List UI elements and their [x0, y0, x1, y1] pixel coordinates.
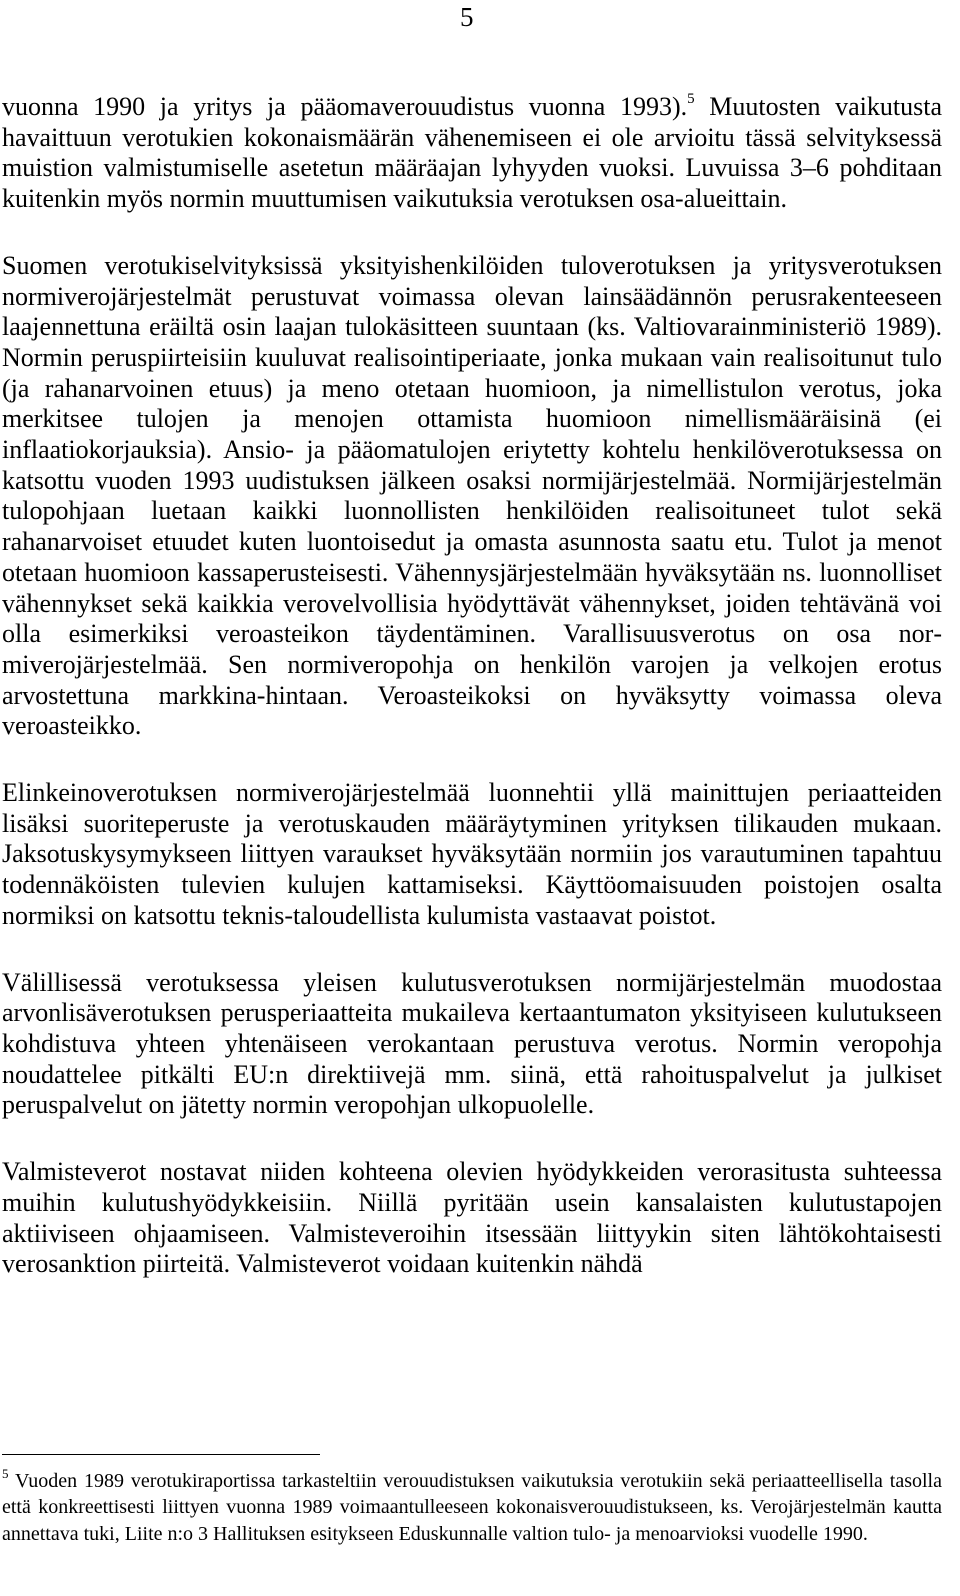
paragraph-1	[2, 92, 942, 215]
page-number: 5	[460, 2, 474, 32]
paragraph-3: Elinkeinoverotuksen normiverojärjestelmää luonnehtii yllä mainittujen periaatteiden lisäksi suoriteperuste ja verotuskauden määräytyminen yrityksen tilikauden mukaan. Jaksotuskysymykseen liittyen varaukset hyväksytään normiin jos varautuminen tapahtuu todennäköisten tulevien kulujen kattamiseksi. Käyttöomaisuuden poistojen osalta normiksi on katsottu teknis-taloudellista kulumista vastaavat poistot.	[2, 778, 942, 930]
footnote	[2, 1468, 942, 1547]
paragraph-2: Suomen verotukiselvityksissä yksityishenkilöiden tuloverotuksen ja yritysverotuksen normiverojärjestelmät perustuvat voimassa olevan lainsäädännön perusrakenteeseen laajennettuna eräiltä osin laajan tulokäsitteen suuntaan (ks. Valtiovarainministeriö 1989). Normin peruspiirteisiin kuuluvat realisointiperiaate, jonka mukaan vain realisoitunut tulo (ja rahanarvoinen etuus) ja meno otetaan huomioon, ja nimellistulon verotus, joka merkitsee tulojen ja menojen ottamista huomioon nimellismääräisinä (ei inflaatiokorjauksia). Ansio- ja pääomatulojen eriytetty kohtelu henkilöverotuksessa on katsottu vuoden 1993 uudistuksen jälkeen osaksi normijärjestelmää. Normijärjestelmän tulopohjaan luetaan kaikki luonnollisten henkilöiden realisoituneet tulot sekä rahanarvoiset etuudet kuten luontoisedut ja omasta asunnosta saatu etu. Tulot ja menot otetaan huomioon kassaperusteisesti. Vähennysjärjestelmään hyväksytään ns. luonnolliset vähennykset sekä kaikkia verovelvollisia hyödyttävät vähennykset, joiden tehtävänä voi olla esimerkiksi veroasteikon täydentäminen. Varallisuusverotus on osa normiverojärjestelmää. Sen normiveropohja on henkilön varojen ja velkojen erotus arvostettuna markkina-hintaan. Veroasteikoksi on hyväksytty voimassa oleva veroasteikko.	[2, 250, 942, 741]
footnote-mark: 5	[2, 1466, 9, 1481]
footnote-text: Vuoden 1989 verotukiraportissa tarkasteltiin verouudistuksen vaikutuksia verotukiin sekä periaatteellisella tasolla että konkreettisesti liittyen vuonna 1989 voimaantulleeseen kokonaisverouudistukseen, ks. Verojärjestelmän kautta annettava tuki, Liite n:o 3 Hallituksen esitykseen Eduskunnalle valtion tulo- ja menoarvioksi vuodelle 1990.	[2, 1470, 942, 1545]
paragraph-1-text-end: Muutosten vaikutusta havaittuun verotukien kokonaismäärän vähenemiseen ei ole arvioitu tässä selvityksessä muistion valmistumiselle asetetun määräajan lyhyyden vuoksi. Luvuissa 3–6 pohditaan kuitenkin myös normin muuttumisen vaikutuksia verotuksen osa-alueittain.	[2, 92, 942, 214]
body-text	[2, 92, 942, 1280]
footnote-reference[interactable]: 5	[687, 91, 695, 107]
paragraph-5: Valmisteverot nostavat niiden kohteena olevien hyödykkeiden verorasitusta suhteessa muihin kulutushyödykkeisiin. Niillä pyritään usein kansalaisten kulutustapojen aktiiviseen ohjaamiseen. Valmisteveroihin itsessään liittyykin siten lähtökohtaisesti verosanktion piirteitä. Valmisteverot voidaan kuitenkin nähdä	[2, 1157, 942, 1279]
paragraph-1-text-start: vuonna 1990 ja yritys ja pääomaverouudistus vuonna 1993).	[2, 92, 688, 121]
paragraph-4: Välillisessä verotuksessa yleisen kulutusverotuksen normijärjestelmän muodostaa arvonlisäverotuksen perusperiaatteita mukaileva kertaantumaton yksityiseen kulutukseen kohdistuva yhteen yhtenäiseen verokantaan perustuva verotus. Normin veropohja noudattelee pitkälti EU:n direktiivejä mm. siinä, että rahoituspalvelut ja julkiset peruspalvelut on jätetty normin veropohjan ulkopuolelle.	[2, 967, 942, 1120]
footnote-divider	[2, 1454, 320, 1455]
